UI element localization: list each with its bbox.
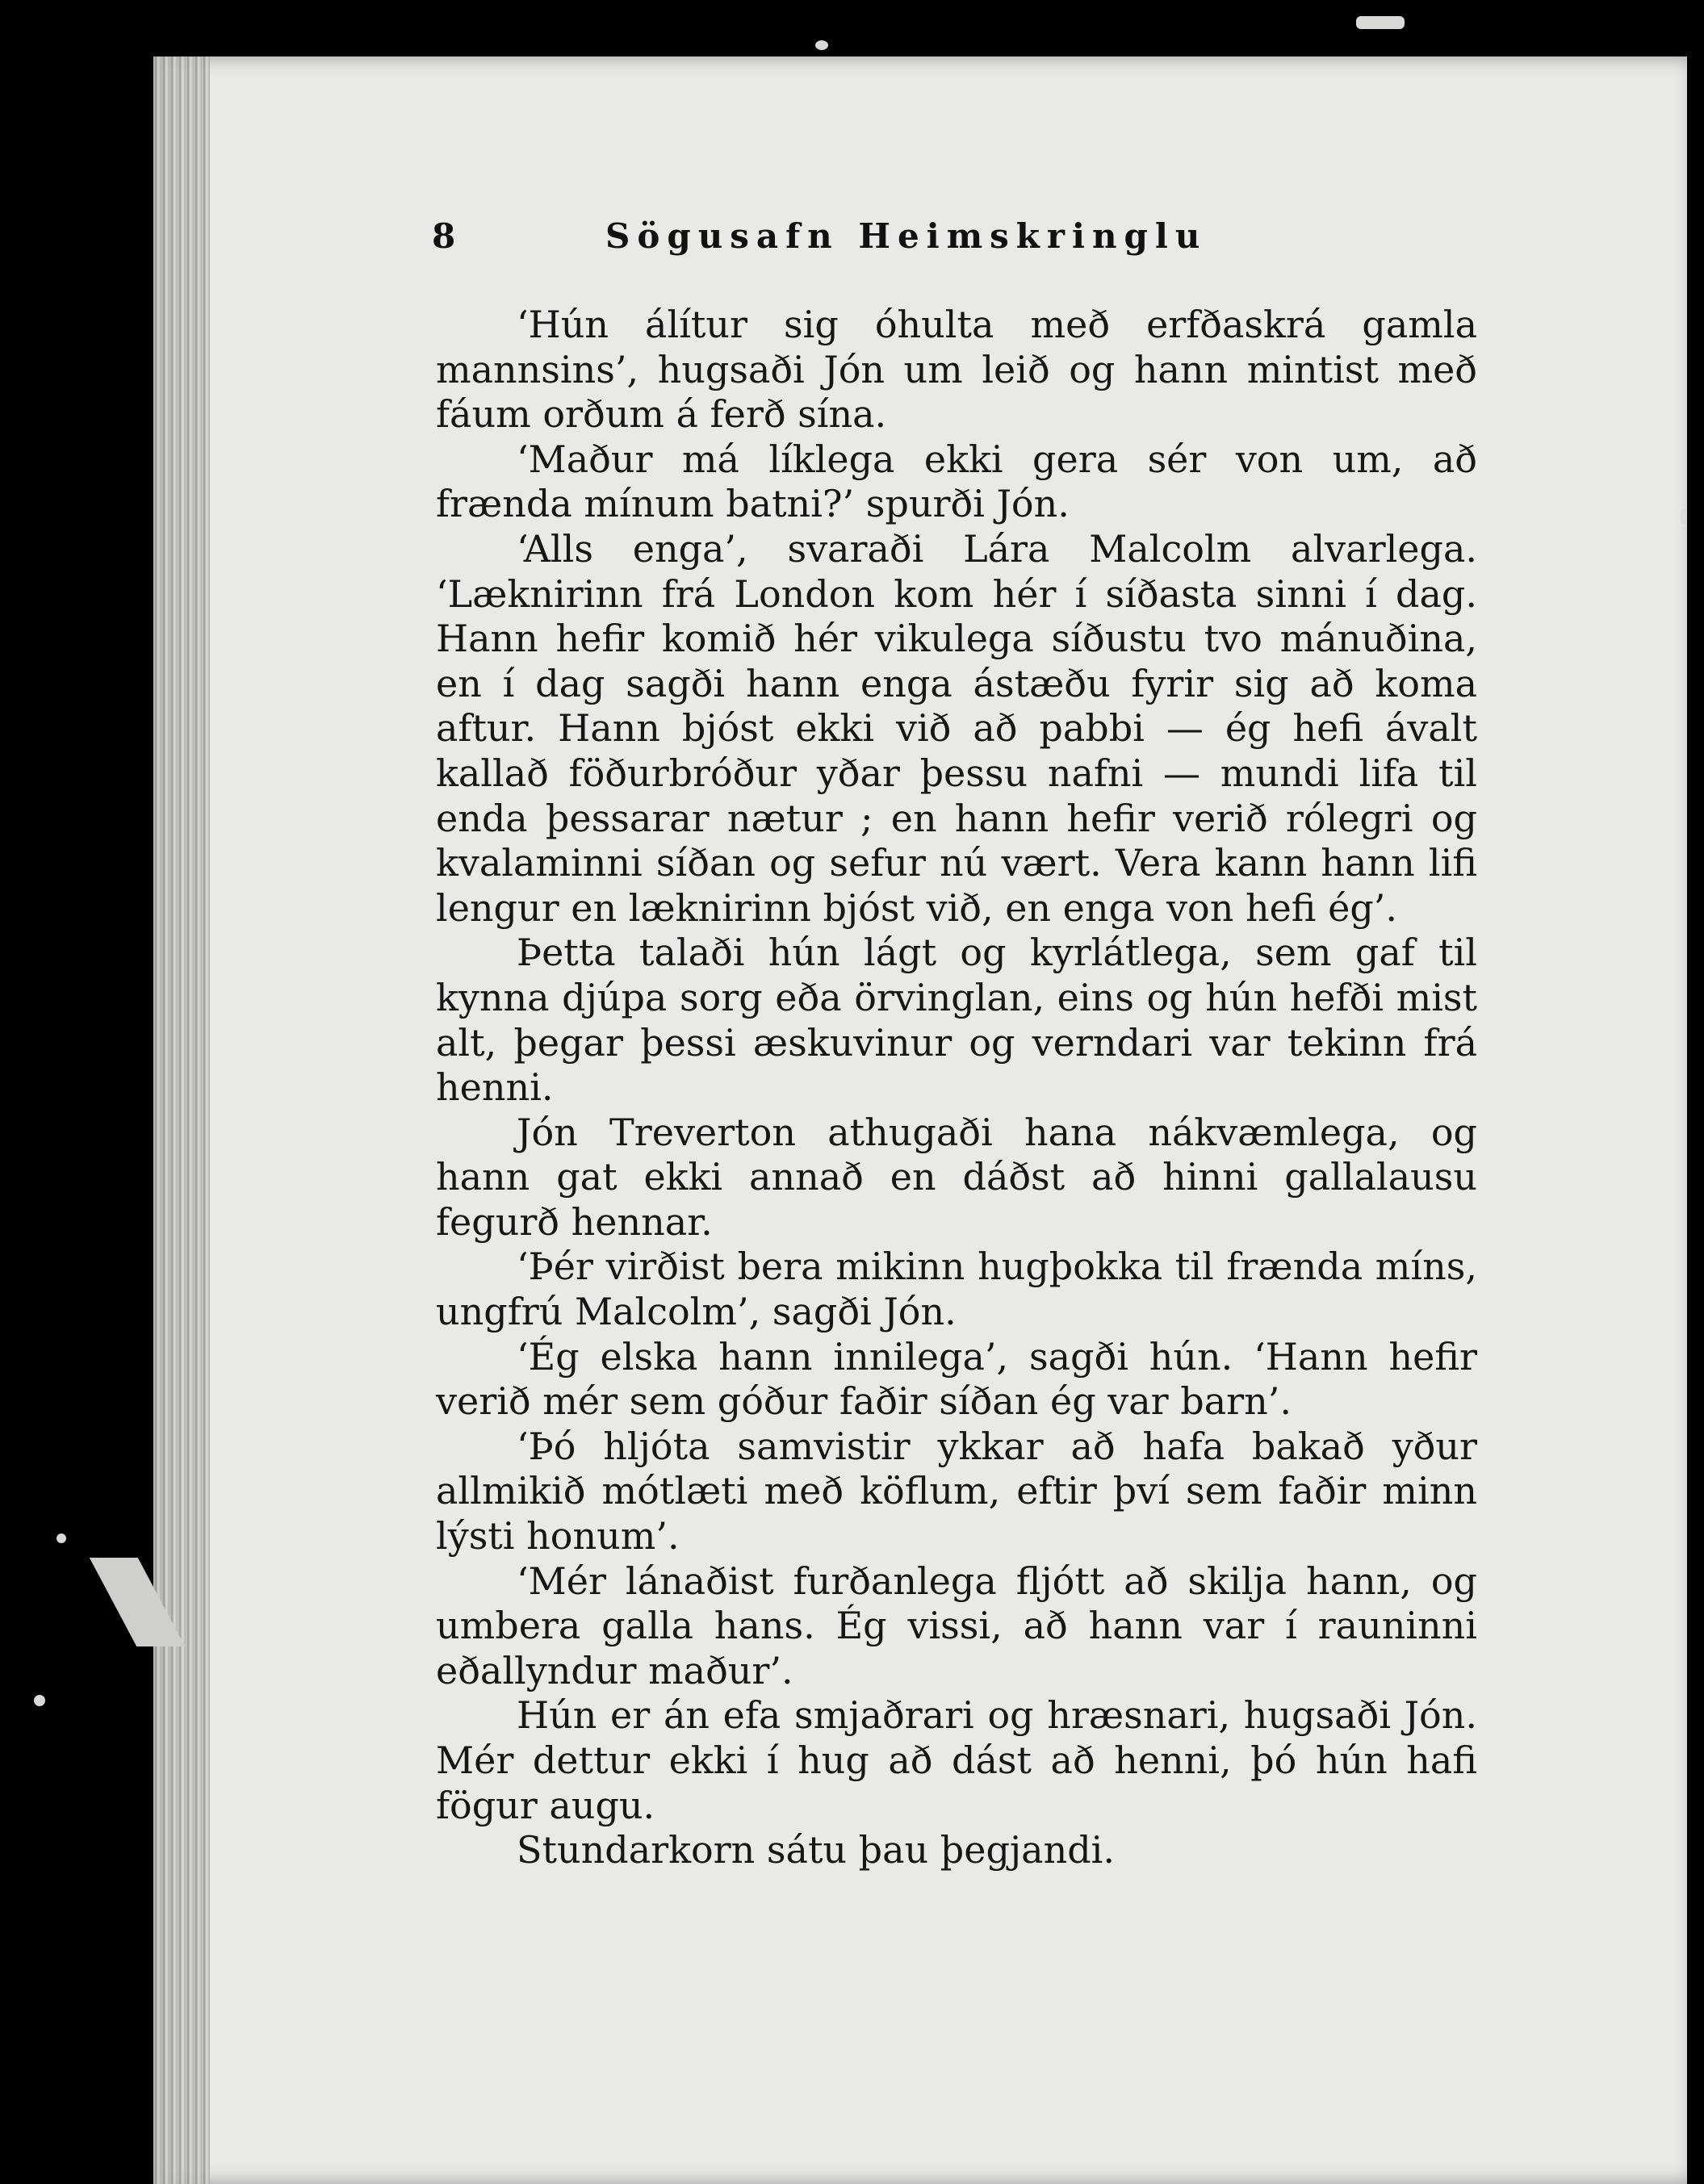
page-number: 8	[432, 216, 456, 256]
page-header	[432, 216, 1312, 273]
paragraph: ‘Mér lánaðist furðanlega fljótt að skilja hann, og umbera galla hans. Ég vissi, að hann var í rauninni eðallyndur maður’.	[436, 1559, 1477, 1692]
scan-speck	[34, 1695, 45, 1706]
paragraph: Stundarkorn sátu þau þegjandi.	[517, 1828, 1116, 1872]
scan-speck	[815, 40, 828, 50]
scan-speck	[1681, 508, 1687, 525]
paragraph: ‘Þó hljóta samvistir ykkar að hafa bakað yður allmikið mótlæti með köflum, eftir því sem faðir minn lýsti honum’.	[436, 1424, 1477, 1559]
scan-speck	[57, 1533, 66, 1543]
paragraph: ‘Alls enga’, svaraði Lára Malcolm alvarlega. ‘Læknirinn frá London kom hér í síðasta sinni í dag. Hann hefir komið hér vikulega síðustu tvo mánuðina, en í dag sagði hann enga ástæðu fyrir sig að koma aftur. Hann bjóst ekki við að pabbi — ég hefi ávalt kallað föðurbróður yðar þessu nafni — mundi lifa til enda þessarar nætur ; en hann hefir verið rólegri og kvalaminni síðan og sefur nú vært. Vera kann hann lifi lengur en læknirinn bjóst við, en enga von hefi ég’.	[436, 526, 1477, 930]
paragraph: ‘Hún álítur sig óhulta með erfðaskrá gamla mannsins’, hugsaði Jón um leið og hann mintist með fáum orðum á ferð sína.	[436, 303, 1477, 437]
book-spine-shadow	[153, 56, 210, 2184]
body-text	[436, 303, 1477, 1873]
scan-speck	[1356, 16, 1405, 29]
paragraph: ‘Þér virðist bera mikinn hugþokka til frænda míns, ungfrú Malcolm’, sagði Jón.	[436, 1245, 1477, 1334]
paragraph: Þetta talaði hún lágt og kyrlátlega, sem gaf til kynna djúpa sorg eða örvinglan, eins og hún hefði mist alt, þegar þessi æskuvinur og verndari var tekinn frá henni.	[436, 931, 1477, 1110]
paragraph: Jón Treverton athugaði hana nákvæmlega, og hann gat ekki annað en dáðst að hinni gallalausu fegurð hennar.	[436, 1110, 1477, 1244]
paragraph: Hún er án efa smjaðrari og hræsnari, hugsaði Jón. Mér dettur ekki í hug að dást að henni, þó hún hafi fögur augu.	[436, 1693, 1477, 1827]
paragraph: ‘Ég elska hann innilega’, sagði hún. ‘Hann hefir verið mér sem góður faðir síðan ég var barn’.	[436, 1334, 1477, 1424]
paragraph: ‘Maður má líklega ekki gera sér von um, að frænda mínum batni?’ spurði Jón.	[436, 437, 1477, 526]
running-title: Sögusafn Heimskringlu	[605, 216, 1208, 256]
